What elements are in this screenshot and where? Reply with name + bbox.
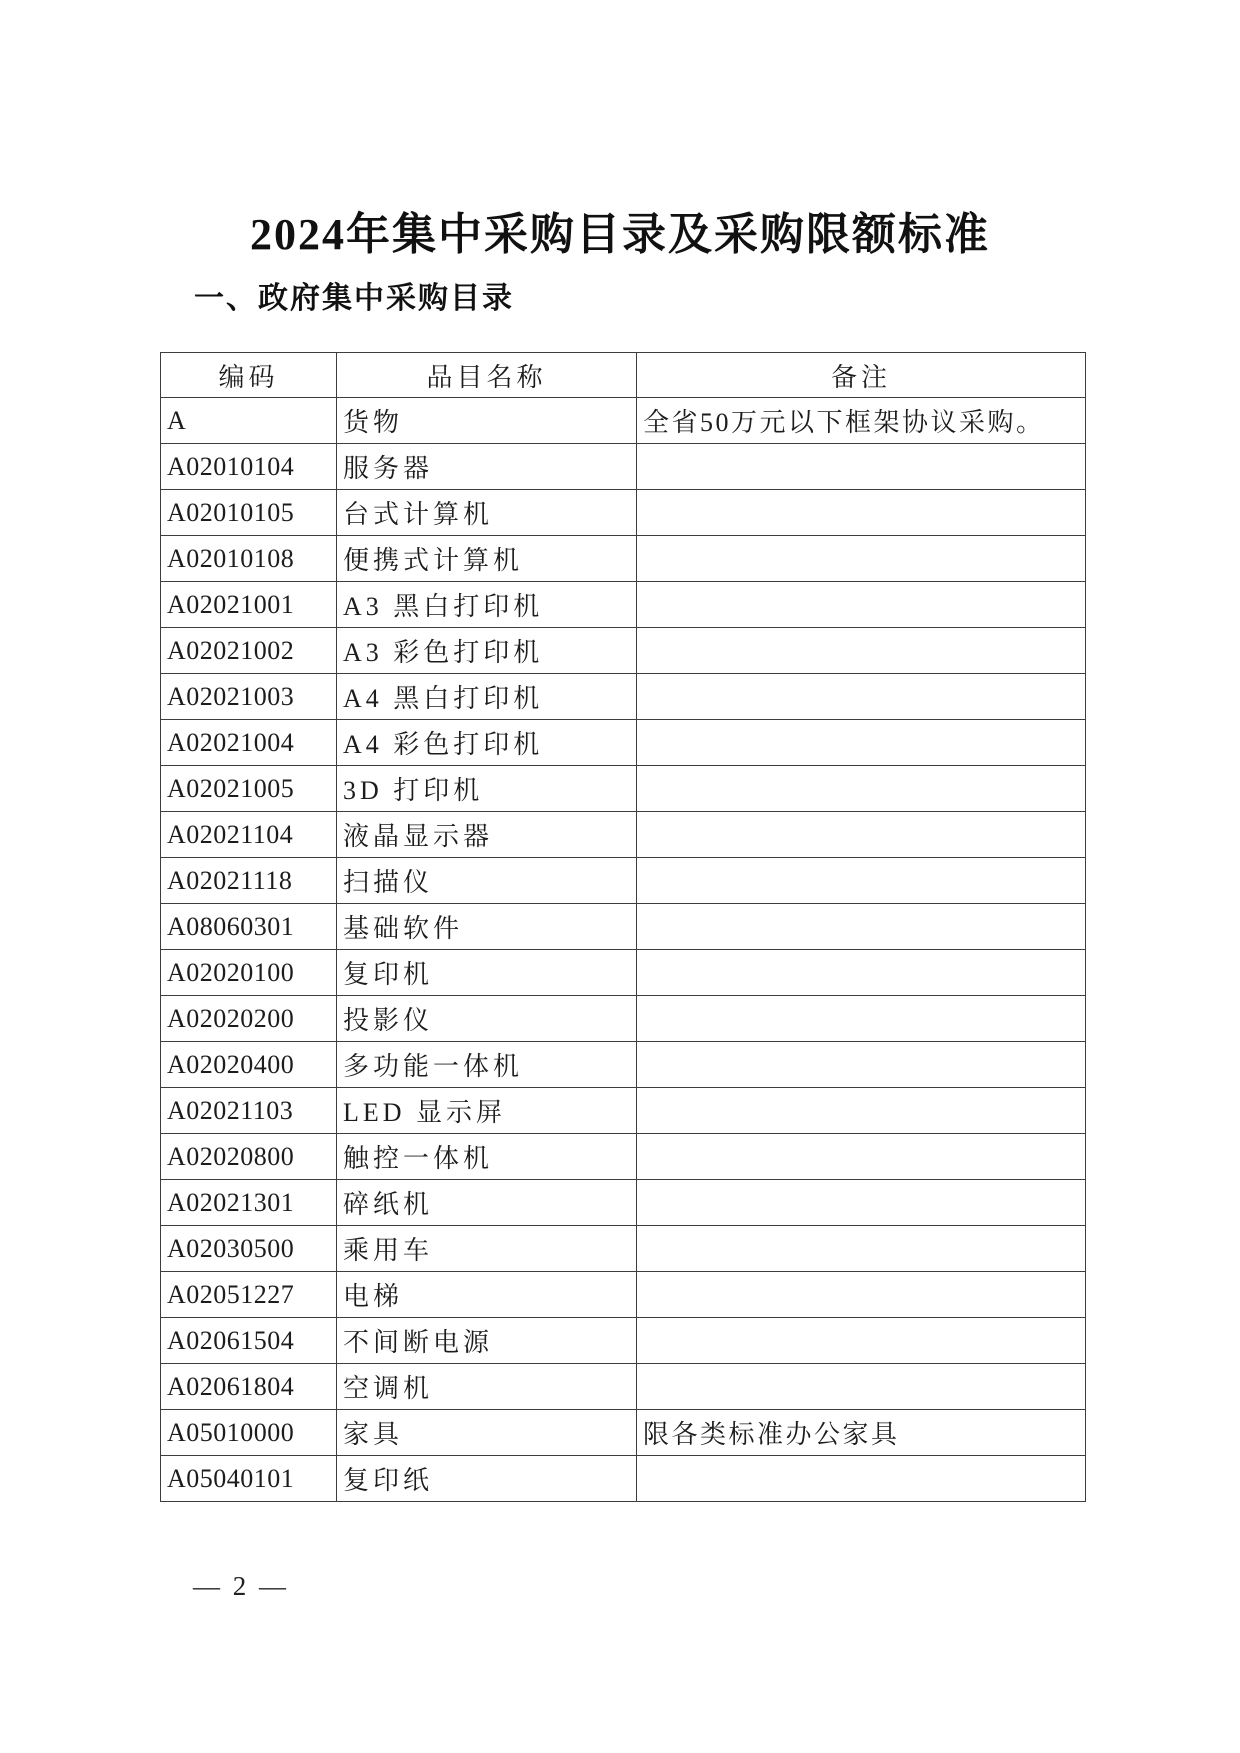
table-row	[161, 1410, 1086, 1456]
cell-code: A02010108	[161, 536, 337, 582]
catalog-table-body	[161, 398, 1086, 1502]
table-row	[161, 1364, 1086, 1410]
table-row	[161, 996, 1086, 1042]
cell-code: A02020800	[161, 1134, 337, 1180]
cell-code: A02010104	[161, 444, 337, 490]
table-row	[161, 1134, 1086, 1180]
cell-code: A02020100	[161, 950, 337, 996]
cell-code: A	[161, 398, 337, 444]
cell-code: A02021104	[161, 812, 337, 858]
cell-remark	[637, 628, 1086, 674]
header-name: 品目名称	[337, 353, 637, 398]
cell-remark: 限各类标准办公家具	[637, 1410, 1086, 1456]
cell-remark	[637, 490, 1086, 536]
table-row	[161, 766, 1086, 812]
cell-remark	[637, 1088, 1086, 1134]
table-row	[161, 444, 1086, 490]
table-row	[161, 720, 1086, 766]
table-row	[161, 904, 1086, 950]
table-row	[161, 1226, 1086, 1272]
cell-remark	[637, 1134, 1086, 1180]
page-number: — 2 —	[193, 1571, 289, 1601]
table-row	[161, 1272, 1086, 1318]
cell-code: A02021003	[161, 674, 337, 720]
procurement-catalog-table	[160, 352, 1086, 1502]
cell-code: A02021118	[161, 858, 337, 904]
cell-remark	[637, 1180, 1086, 1226]
table-row	[161, 628, 1086, 674]
table-row	[161, 858, 1086, 904]
cell-code: A05040101	[161, 1456, 337, 1502]
cell-remark	[637, 1364, 1086, 1410]
cell-remark	[637, 1226, 1086, 1272]
cell-code: A02021005	[161, 766, 337, 812]
cell-name: A4 彩色打印机	[337, 720, 637, 766]
cell-code: A02010105	[161, 490, 337, 536]
table-header	[161, 353, 1086, 398]
cell-code: A02021103	[161, 1088, 337, 1134]
cell-code: A02021002	[161, 628, 337, 674]
page-title: 2024年集中采购目录及采购限额标准	[250, 210, 990, 259]
cell-code: A02061804	[161, 1364, 337, 1410]
cell-name: A3 黑白打印机	[337, 582, 637, 628]
cell-remark	[637, 858, 1086, 904]
header-code: 编码	[161, 353, 337, 398]
cell-name: 不间断电源	[337, 1318, 637, 1364]
cell-name: 台式计算机	[337, 490, 637, 536]
cell-name: 乘用车	[337, 1226, 637, 1272]
table-header-row	[161, 353, 1086, 398]
cell-name: 服务器	[337, 444, 637, 490]
cell-remark	[637, 536, 1086, 582]
cell-code: A02021001	[161, 582, 337, 628]
section-heading: 一、政府集中采购目录	[194, 282, 514, 315]
cell-name: 货物	[337, 398, 637, 444]
table-row	[161, 1318, 1086, 1364]
table-row	[161, 1180, 1086, 1226]
cell-code: A02021301	[161, 1180, 337, 1226]
cell-remark	[637, 582, 1086, 628]
cell-remark	[637, 1272, 1086, 1318]
cell-name: 便携式计算机	[337, 536, 637, 582]
table-row	[161, 950, 1086, 996]
cell-name: 投影仪	[337, 996, 637, 1042]
cell-remark	[637, 950, 1086, 996]
table-row	[161, 1042, 1086, 1088]
table-row	[161, 536, 1086, 582]
cell-name: 复印纸	[337, 1456, 637, 1502]
cell-remark	[637, 1318, 1086, 1364]
cell-remark	[637, 1456, 1086, 1502]
cell-name: 多功能一体机	[337, 1042, 637, 1088]
cell-name: 空调机	[337, 1364, 637, 1410]
cell-code: A02061504	[161, 1318, 337, 1364]
cell-remark	[637, 674, 1086, 720]
cell-name: 基础软件	[337, 904, 637, 950]
table-row	[161, 812, 1086, 858]
header-remark: 备注	[637, 353, 1086, 398]
cell-name: 复印机	[337, 950, 637, 996]
cell-code: A02021004	[161, 720, 337, 766]
cell-code: A05010000	[161, 1410, 337, 1456]
cell-remark	[637, 1042, 1086, 1088]
cell-name: A3 彩色打印机	[337, 628, 637, 674]
cell-name: A4 黑白打印机	[337, 674, 637, 720]
cell-name: 液晶显示器	[337, 812, 637, 858]
table-row	[161, 1088, 1086, 1134]
table-row	[161, 490, 1086, 536]
cell-remark	[637, 720, 1086, 766]
cell-code: A08060301	[161, 904, 337, 950]
cell-remark	[637, 996, 1086, 1042]
cell-name: 3D 打印机	[337, 766, 637, 812]
table-row	[161, 398, 1086, 444]
cell-code: A02030500	[161, 1226, 337, 1272]
cell-name: 触控一体机	[337, 1134, 637, 1180]
cell-code: A02020200	[161, 996, 337, 1042]
cell-name: 电梯	[337, 1272, 637, 1318]
cell-remark	[637, 444, 1086, 490]
cell-name: 家具	[337, 1410, 637, 1456]
table-row	[161, 1456, 1086, 1502]
cell-remark	[637, 812, 1086, 858]
cell-name: 扫描仪	[337, 858, 637, 904]
cell-remark: 全省50万元以下框架协议采购。	[637, 398, 1086, 444]
cell-name: 碎纸机	[337, 1180, 637, 1226]
cell-remark	[637, 766, 1086, 812]
cell-code: A02020400	[161, 1042, 337, 1088]
table-row	[161, 674, 1086, 720]
cell-remark	[637, 904, 1086, 950]
cell-name: LED 显示屏	[337, 1088, 637, 1134]
cell-code: A02051227	[161, 1272, 337, 1318]
table-row	[161, 582, 1086, 628]
